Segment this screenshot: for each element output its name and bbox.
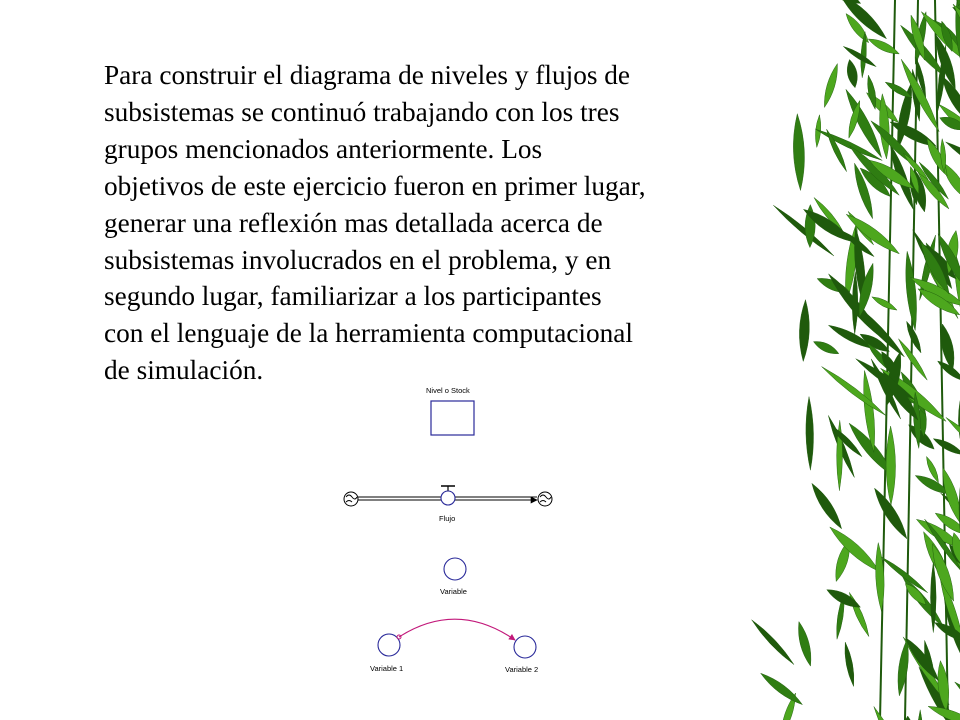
variable1-label: Variable 1 — [370, 664, 404, 673]
stock-box — [431, 401, 474, 435]
flow-sink-cloud-icon — [538, 492, 552, 506]
slide-paragraph: Para construir el diagrama de niveles y flujos de subsistemas se continuó trabajando con los tres grupos mencionados anteriormente. Los objetivos de este ejercicio fueron en primer lugar, generar una reflexión mas detallada acerca de subsistemas involucrados en el problema, y en segundo lugar, familiarizar a los participantes con el lenguaje de la herramienta computacional de simulación. — [104, 60, 646, 386]
flow-label: Flujo — [439, 514, 456, 523]
connector-arrow — [399, 619, 515, 640]
variable2-label: Variable 2 — [505, 665, 539, 674]
flow-valve-icon — [441, 486, 455, 505]
variable2-circle — [514, 636, 536, 658]
flow-source-cloud-icon — [344, 492, 358, 506]
stock-label: Nivel o Stock — [426, 386, 470, 395]
variable-circle — [444, 558, 466, 580]
variable-label: Variable — [440, 587, 467, 596]
